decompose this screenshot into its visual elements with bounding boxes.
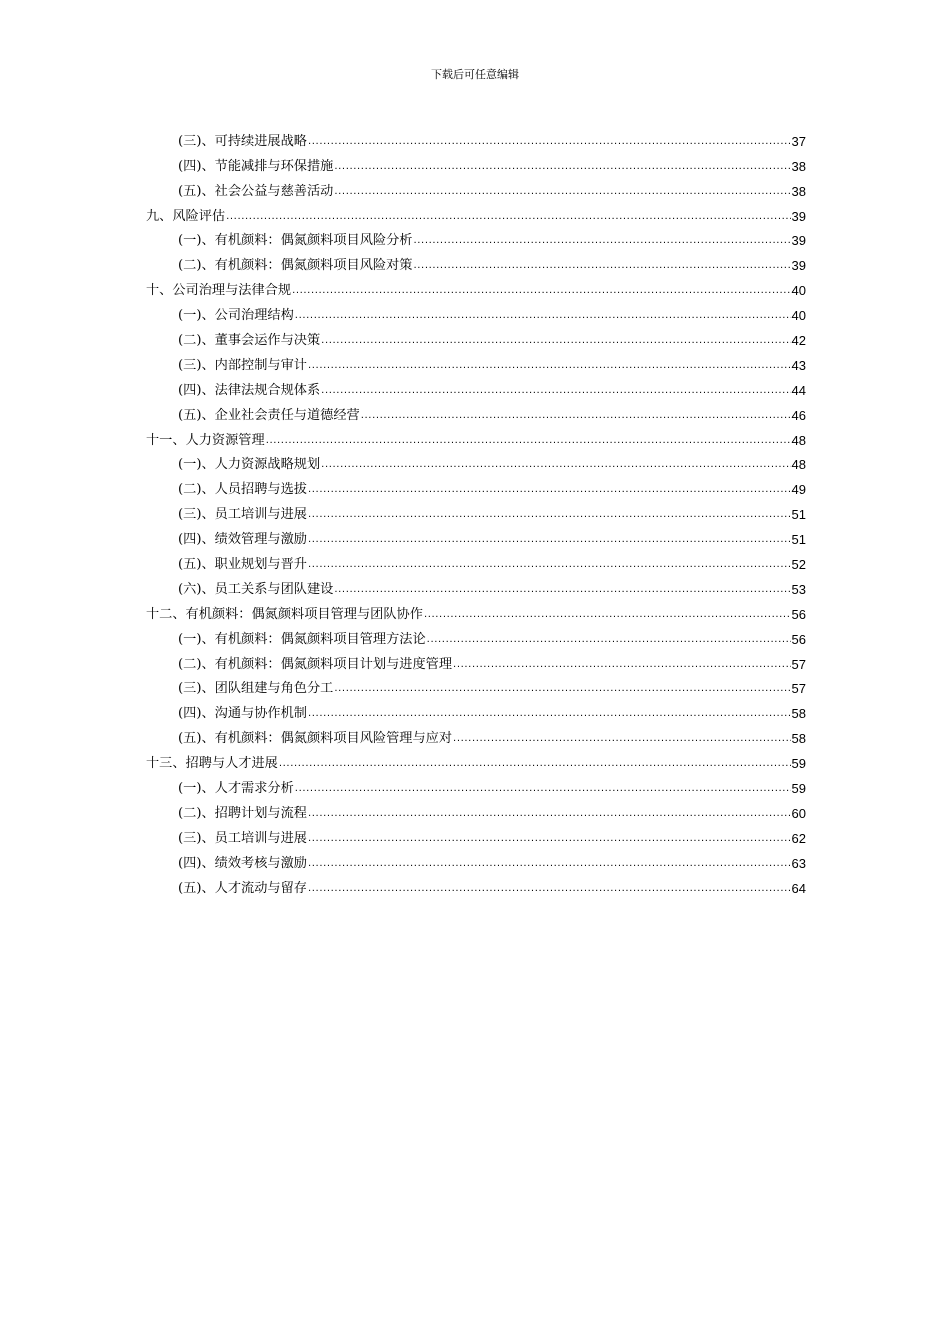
toc-entry-page-number: 58 xyxy=(791,706,806,722)
dot-leader xyxy=(226,210,790,226)
toc-section-entry[interactable] xyxy=(146,798,806,823)
toc-entry-title: (一)、有机颜料：偶氮颜料项目风险分析 xyxy=(178,233,413,249)
toc-section-entry[interactable] xyxy=(146,773,806,798)
toc-section-entry[interactable] xyxy=(146,474,806,499)
dot-leader xyxy=(308,359,791,375)
toc-entry-page-number: 52 xyxy=(791,557,806,573)
toc-entry-page-number: 64 xyxy=(791,880,806,896)
toc-section-entry[interactable] xyxy=(146,624,806,649)
toc-section-entry[interactable] xyxy=(146,549,806,574)
dot-leader xyxy=(453,658,790,674)
toc-entry-title: (五)、人才流动与留存 xyxy=(178,880,307,896)
dot-leader xyxy=(308,508,791,524)
toc-entry-page-number: 40 xyxy=(791,283,806,299)
toc-entry-page-number: 39 xyxy=(791,233,806,249)
toc-entry-title: (三)、内部控制与审计 xyxy=(178,357,307,373)
toc-entry-page-number: 46 xyxy=(791,407,806,423)
toc-section-entry[interactable] xyxy=(146,873,806,898)
toc-entry-title: (六)、员工关系与团队建设 xyxy=(178,581,334,597)
toc-entry-title: (三)、可持续进展战略 xyxy=(178,133,307,149)
toc-section-entry[interactable] xyxy=(146,723,806,748)
toc-entry-title: (四)、绩效管理与激励 xyxy=(178,532,307,548)
toc-entry-page-number: 43 xyxy=(791,357,806,373)
dot-leader xyxy=(308,135,791,151)
toc-entry-title: 十、公司治理与法律合规 xyxy=(146,283,292,299)
dot-leader xyxy=(279,757,791,773)
dot-leader xyxy=(308,533,791,549)
dot-leader xyxy=(334,682,790,698)
toc-section-entry[interactable] xyxy=(146,226,806,251)
dot-leader xyxy=(308,558,791,574)
dot-leader xyxy=(361,409,791,425)
toc-section-entry[interactable] xyxy=(146,524,806,549)
toc-entry-title: (四)、沟通与协作机制 xyxy=(178,706,307,722)
toc-entry-page-number: 60 xyxy=(791,805,806,821)
toc-entry-title: 九、风险评估 xyxy=(146,208,226,224)
toc-entry-page-number: 62 xyxy=(791,830,806,846)
toc-chapter-entry[interactable] xyxy=(146,425,806,450)
dot-leader xyxy=(308,707,791,723)
dot-leader xyxy=(295,309,791,325)
toc-entry-title: (二)、人员招聘与选拔 xyxy=(178,482,307,498)
toc-entry-page-number: 38 xyxy=(791,183,806,199)
toc-entry-page-number: 38 xyxy=(791,158,806,174)
toc-section-entry[interactable] xyxy=(146,176,806,201)
toc-entry-page-number: 56 xyxy=(791,606,806,622)
toc-entry-title: 十三、招聘与人才进展 xyxy=(146,756,278,772)
dot-leader xyxy=(413,259,790,275)
toc-chapter-entry[interactable] xyxy=(146,748,806,773)
toc-section-entry[interactable] xyxy=(146,823,806,848)
toc-section-entry[interactable] xyxy=(146,499,806,524)
toc-section-entry[interactable] xyxy=(146,350,806,375)
toc-chapter-entry[interactable] xyxy=(146,201,806,226)
toc-entry-title: (一)、有机颜料：偶氮颜料项目管理方法论 xyxy=(178,631,426,647)
toc-section-entry[interactable] xyxy=(146,400,806,425)
dot-leader xyxy=(334,583,790,599)
toc-entry-title: (一)、人才需求分析 xyxy=(178,781,294,797)
table-of-contents xyxy=(146,126,806,898)
dot-leader xyxy=(321,458,790,474)
toc-entry-page-number: 56 xyxy=(791,631,806,647)
dot-leader xyxy=(321,334,790,350)
toc-entry-title: (一)、公司治理结构 xyxy=(178,308,294,324)
toc-section-entry[interactable] xyxy=(146,450,806,475)
toc-entry-title: (二)、有机颜料：偶氮颜料项目风险对策 xyxy=(178,258,413,274)
toc-entry-page-number: 51 xyxy=(791,507,806,523)
toc-entry-page-number: 40 xyxy=(791,308,806,324)
toc-entry-title: (三)、员工培训与进展 xyxy=(178,830,307,846)
toc-entry-title: (五)、职业规划与晋升 xyxy=(178,557,307,573)
toc-entry-page-number: 44 xyxy=(791,382,806,398)
toc-entry-page-number: 39 xyxy=(791,208,806,224)
toc-chapter-entry[interactable] xyxy=(146,599,806,624)
toc-entry-page-number: 59 xyxy=(791,756,806,772)
toc-entry-page-number: 58 xyxy=(791,731,806,747)
toc-entry-title: (二)、董事会运作与决策 xyxy=(178,333,321,349)
dot-leader xyxy=(308,832,791,848)
dot-leader xyxy=(321,384,790,400)
toc-entry-title: (四)、节能减排与环保措施 xyxy=(178,158,334,174)
toc-entry-page-number: 42 xyxy=(791,333,806,349)
toc-entry-title: (二)、招聘计划与流程 xyxy=(178,805,307,821)
toc-entry-page-number: 48 xyxy=(791,457,806,473)
dot-leader xyxy=(334,160,790,176)
toc-entry-page-number: 57 xyxy=(791,681,806,697)
toc-section-entry[interactable] xyxy=(146,325,806,350)
toc-entry-page-number: 51 xyxy=(791,532,806,548)
toc-entry-page-number: 48 xyxy=(791,432,806,448)
toc-entry-title: (五)、社会公益与慈善活动 xyxy=(178,183,334,199)
toc-entry-page-number: 49 xyxy=(791,482,806,498)
toc-section-entry[interactable] xyxy=(146,375,806,400)
dot-leader xyxy=(308,882,791,898)
toc-entry-title: (二)、有机颜料：偶氮颜料项目计划与进度管理 xyxy=(178,656,453,672)
dot-leader xyxy=(334,185,790,201)
dot-leader xyxy=(427,633,791,649)
toc-entry-page-number: 37 xyxy=(791,133,806,149)
toc-entry-page-number: 53 xyxy=(791,581,806,597)
dot-leader xyxy=(295,782,791,798)
toc-section-entry[interactable] xyxy=(146,848,806,873)
toc-chapter-entry[interactable] xyxy=(146,275,806,300)
toc-section-entry[interactable] xyxy=(146,151,806,176)
dot-leader xyxy=(292,284,790,300)
toc-section-entry[interactable] xyxy=(146,574,806,599)
toc-entry-title: (三)、团队组建与角色分工 xyxy=(178,681,334,697)
dot-leader xyxy=(308,483,791,499)
toc-section-entry[interactable] xyxy=(146,649,806,674)
dot-leader xyxy=(413,234,790,250)
toc-section-entry[interactable] xyxy=(146,698,806,723)
toc-entry-title: (三)、员工培训与进展 xyxy=(178,507,307,523)
dot-leader xyxy=(266,434,791,450)
dot-leader xyxy=(453,732,790,748)
toc-entry-title: (一)、人力资源战略规划 xyxy=(178,457,321,473)
toc-section-entry[interactable] xyxy=(146,250,806,275)
toc-entry-title: 十一、人力资源管理 xyxy=(146,432,265,448)
toc-entry-page-number: 57 xyxy=(791,656,806,672)
toc-entry-title: 十二、有机颜料：偶氮颜料项目管理与团队协作 xyxy=(146,606,423,622)
toc-entry-title: (五)、有机颜料：偶氮颜料项目风险管理与应对 xyxy=(178,731,453,747)
toc-section-entry[interactable] xyxy=(146,674,806,699)
dot-leader xyxy=(308,807,791,823)
dot-leader xyxy=(424,608,791,624)
toc-entry-title: (四)、法律法规合规体系 xyxy=(178,382,321,398)
page-header: 下载后可任意编辑 xyxy=(431,68,519,81)
toc-section-entry[interactable] xyxy=(146,126,806,151)
toc-entry-page-number: 63 xyxy=(791,855,806,871)
toc-entry-title: (五)、企业社会责任与道德经营 xyxy=(178,407,360,423)
toc-entry-title: (四)、绩效考核与激励 xyxy=(178,855,307,871)
toc-entry-page-number: 59 xyxy=(791,781,806,797)
toc-entry-page-number: 39 xyxy=(791,258,806,274)
dot-leader xyxy=(308,857,791,873)
toc-section-entry[interactable] xyxy=(146,300,806,325)
